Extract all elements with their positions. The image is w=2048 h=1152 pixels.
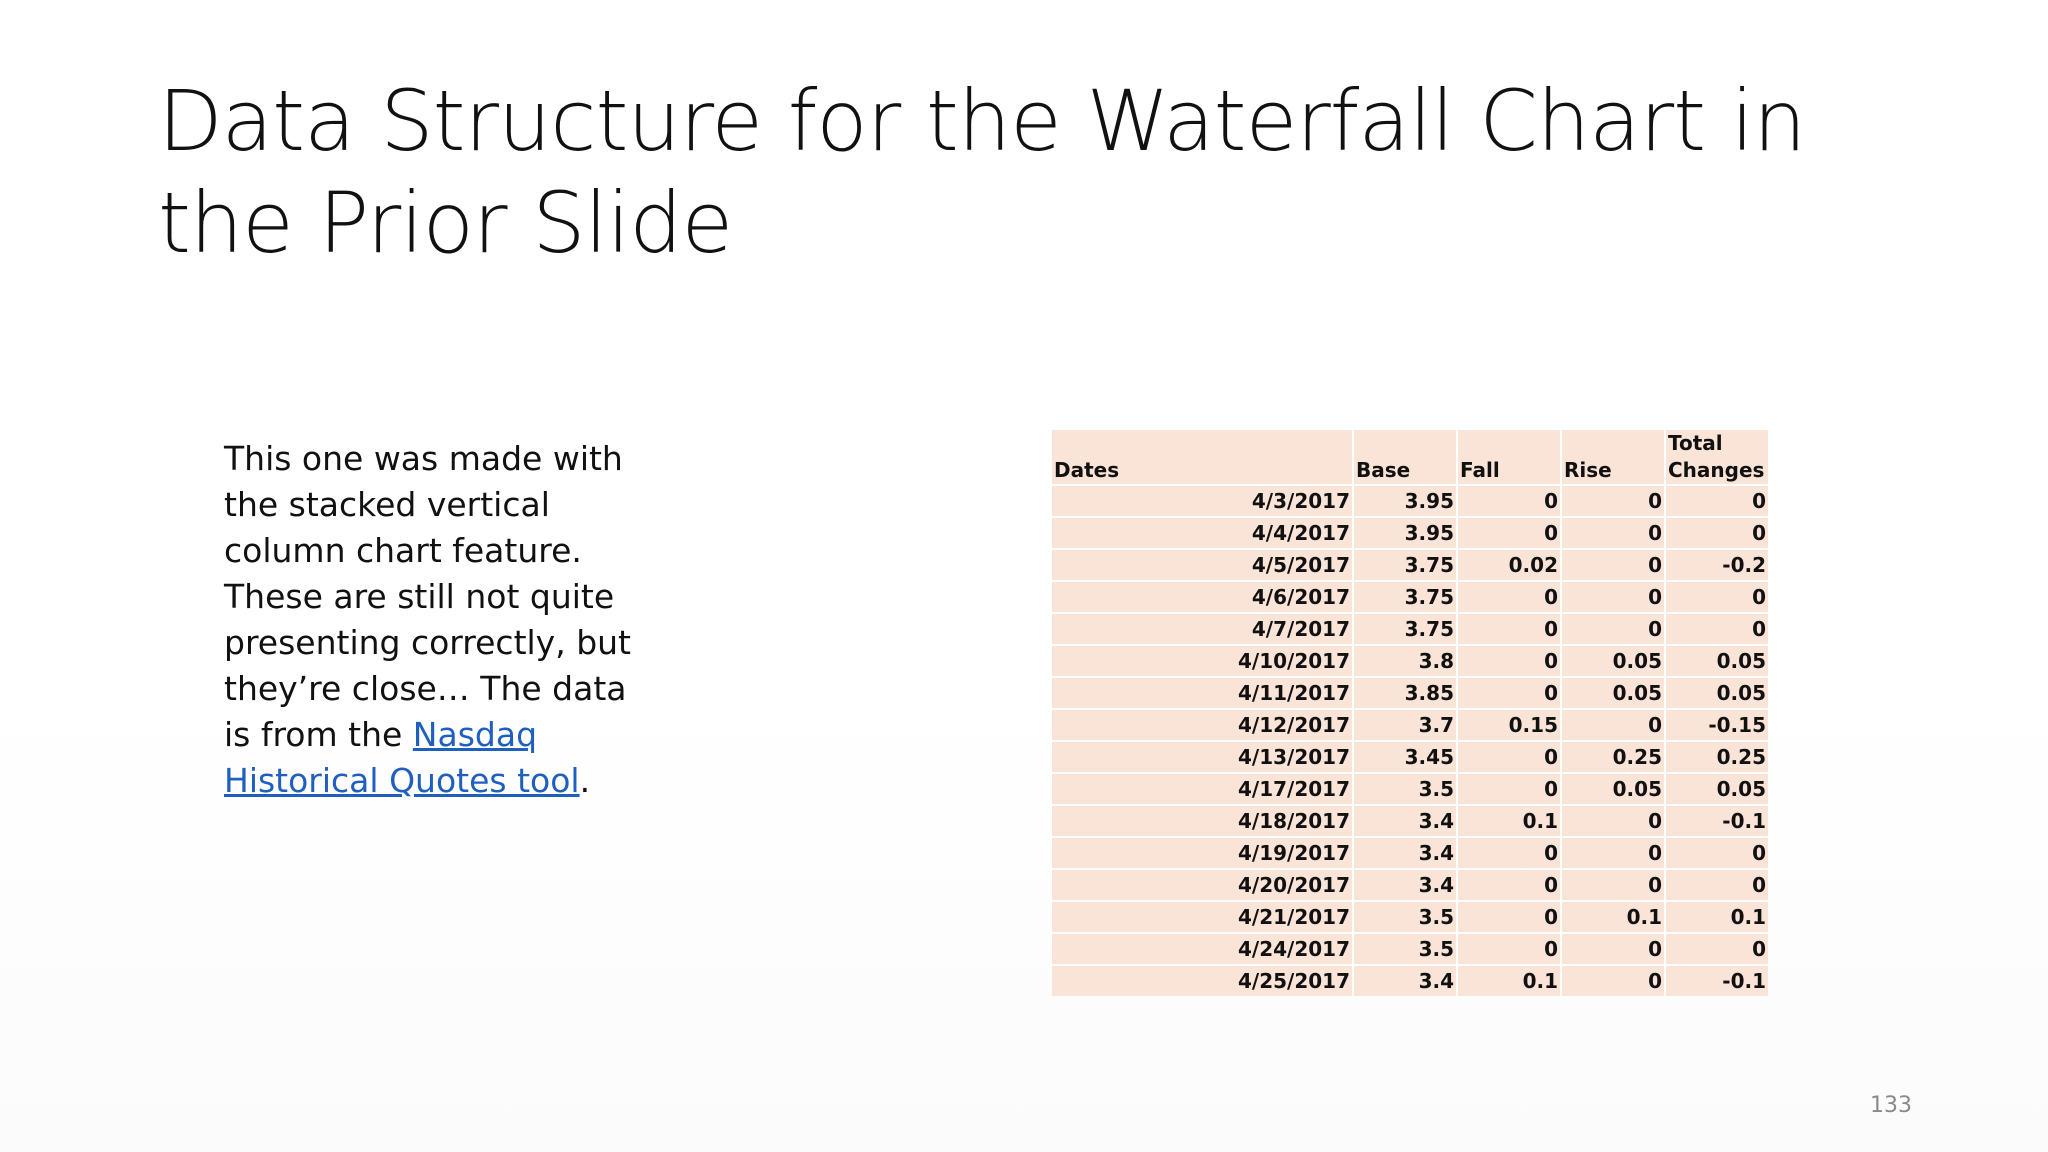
cell-date: 4/7/2017 <box>1052 614 1352 644</box>
cell-base: 3.8 <box>1354 646 1456 676</box>
cell-base: 3.4 <box>1354 870 1456 900</box>
cell-rise: 0 <box>1562 550 1664 580</box>
table-row <box>1052 550 1768 580</box>
header-total-line2: Changes <box>1668 458 1765 482</box>
header-base: Base <box>1354 430 1456 484</box>
cell-fall: 0 <box>1458 518 1560 548</box>
cell-base: 3.7 <box>1354 710 1456 740</box>
cell-base: 3.4 <box>1354 806 1456 836</box>
cell-rise: 0 <box>1562 582 1664 612</box>
cell-total-changes: -0.2 <box>1666 550 1768 580</box>
cell-rise: 0.05 <box>1562 678 1664 708</box>
cell-total-changes: 0 <box>1666 614 1768 644</box>
cell-date: 4/11/2017 <box>1052 678 1352 708</box>
cell-date: 4/25/2017 <box>1052 966 1352 996</box>
cell-fall: 0.15 <box>1458 710 1560 740</box>
cell-total-changes: 0 <box>1666 486 1768 516</box>
table-row <box>1052 710 1768 740</box>
cell-date: 4/6/2017 <box>1052 582 1352 612</box>
cell-rise: 0 <box>1562 934 1664 964</box>
cell-total-changes: 0 <box>1666 838 1768 868</box>
cell-base: 3.5 <box>1354 774 1456 804</box>
cell-rise: 0.05 <box>1562 774 1664 804</box>
body-text-end: . <box>579 761 591 800</box>
cell-rise: 0.25 <box>1562 742 1664 772</box>
cell-base: 3.95 <box>1354 518 1456 548</box>
cell-base: 3.5 <box>1354 902 1456 932</box>
page-number: 133 <box>1870 1093 1912 1118</box>
table-row <box>1052 870 1768 900</box>
cell-rise: 0 <box>1562 838 1664 868</box>
cell-base: 3.75 <box>1354 582 1456 612</box>
cell-total-changes: 0 <box>1666 934 1768 964</box>
table-row <box>1052 934 1768 964</box>
cell-base: 3.75 <box>1354 614 1456 644</box>
table-row <box>1052 966 1768 996</box>
cell-date: 4/12/2017 <box>1052 710 1352 740</box>
cell-rise: 0.05 <box>1562 646 1664 676</box>
body-text: This one was made with the stacked vertical column chart feature. These are still not quite presenting correctly, but they’re close… The data is from the <box>224 439 631 754</box>
table-row <box>1052 678 1768 708</box>
header-total-line1: Total <box>1668 431 1723 455</box>
table-header-row <box>1052 430 1768 484</box>
table-row <box>1052 646 1768 676</box>
cell-rise: 0 <box>1562 614 1664 644</box>
cell-fall: 0 <box>1458 934 1560 964</box>
waterfall-data-table <box>1050 428 1770 998</box>
cell-fall: 0 <box>1458 646 1560 676</box>
cell-total-changes: 0.25 <box>1666 742 1768 772</box>
cell-total-changes: 0 <box>1666 870 1768 900</box>
table-row <box>1052 902 1768 932</box>
cell-total-changes: 0.1 <box>1666 902 1768 932</box>
cell-date: 4/4/2017 <box>1052 518 1352 548</box>
cell-total-changes: 0.05 <box>1666 678 1768 708</box>
cell-date: 4/24/2017 <box>1052 934 1352 964</box>
table-body <box>1052 486 1768 996</box>
table-row <box>1052 582 1768 612</box>
table-row <box>1052 838 1768 868</box>
cell-base: 3.95 <box>1354 486 1456 516</box>
cell-rise: 0 <box>1562 806 1664 836</box>
header-fall: Fall <box>1458 430 1560 484</box>
cell-fall: 0 <box>1458 678 1560 708</box>
cell-fall: 0 <box>1458 582 1560 612</box>
cell-total-changes: -0.1 <box>1666 966 1768 996</box>
cell-fall: 0.02 <box>1458 550 1560 580</box>
cell-base: 3.85 <box>1354 678 1456 708</box>
cell-fall: 0 <box>1458 838 1560 868</box>
cell-fall: 0 <box>1458 614 1560 644</box>
cell-total-changes: 0 <box>1666 518 1768 548</box>
table-row <box>1052 518 1768 548</box>
cell-rise: 0 <box>1562 518 1664 548</box>
cell-base: 3.5 <box>1354 934 1456 964</box>
cell-fall: 0 <box>1458 774 1560 804</box>
cell-date: 4/17/2017 <box>1052 774 1352 804</box>
body-paragraph <box>224 436 644 804</box>
cell-date: 4/3/2017 <box>1052 486 1352 516</box>
slide-title: Data Structure for the Waterfall Chart in the Prior Slide <box>158 72 1806 272</box>
cell-date: 4/10/2017 <box>1052 646 1352 676</box>
header-rise: Rise <box>1562 430 1664 484</box>
table-row <box>1052 614 1768 644</box>
cell-date: 4/19/2017 <box>1052 838 1352 868</box>
cell-date: 4/18/2017 <box>1052 806 1352 836</box>
cell-base: 3.45 <box>1354 742 1456 772</box>
header-dates: Dates <box>1052 430 1352 484</box>
cell-rise: 0 <box>1562 870 1664 900</box>
table-row <box>1052 774 1768 804</box>
header-total-changes <box>1666 430 1768 484</box>
cell-rise: 0 <box>1562 486 1664 516</box>
cell-rise: 0.1 <box>1562 902 1664 932</box>
cell-total-changes: -0.15 <box>1666 710 1768 740</box>
cell-date: 4/13/2017 <box>1052 742 1352 772</box>
cell-fall: 0 <box>1458 486 1560 516</box>
nasdaq-historical-quotes-link[interactable]: Nasdaq Historical Quotes tool <box>224 715 580 800</box>
cell-fall: 0 <box>1458 902 1560 932</box>
cell-date: 4/5/2017 <box>1052 550 1352 580</box>
cell-fall: 0.1 <box>1458 806 1560 836</box>
cell-total-changes: -0.1 <box>1666 806 1768 836</box>
cell-base: 3.4 <box>1354 966 1456 996</box>
cell-date: 4/21/2017 <box>1052 902 1352 932</box>
cell-rise: 0 <box>1562 710 1664 740</box>
cell-total-changes: 0.05 <box>1666 774 1768 804</box>
cell-date: 4/20/2017 <box>1052 870 1352 900</box>
table-row <box>1052 486 1768 516</box>
cell-base: 3.4 <box>1354 838 1456 868</box>
cell-fall: 0 <box>1458 870 1560 900</box>
table-row <box>1052 742 1768 772</box>
cell-rise: 0 <box>1562 966 1664 996</box>
cell-total-changes: 0 <box>1666 582 1768 612</box>
cell-fall: 0.1 <box>1458 966 1560 996</box>
cell-fall: 0 <box>1458 742 1560 772</box>
cell-total-changes: 0.05 <box>1666 646 1768 676</box>
table-row <box>1052 806 1768 836</box>
cell-base: 3.75 <box>1354 550 1456 580</box>
